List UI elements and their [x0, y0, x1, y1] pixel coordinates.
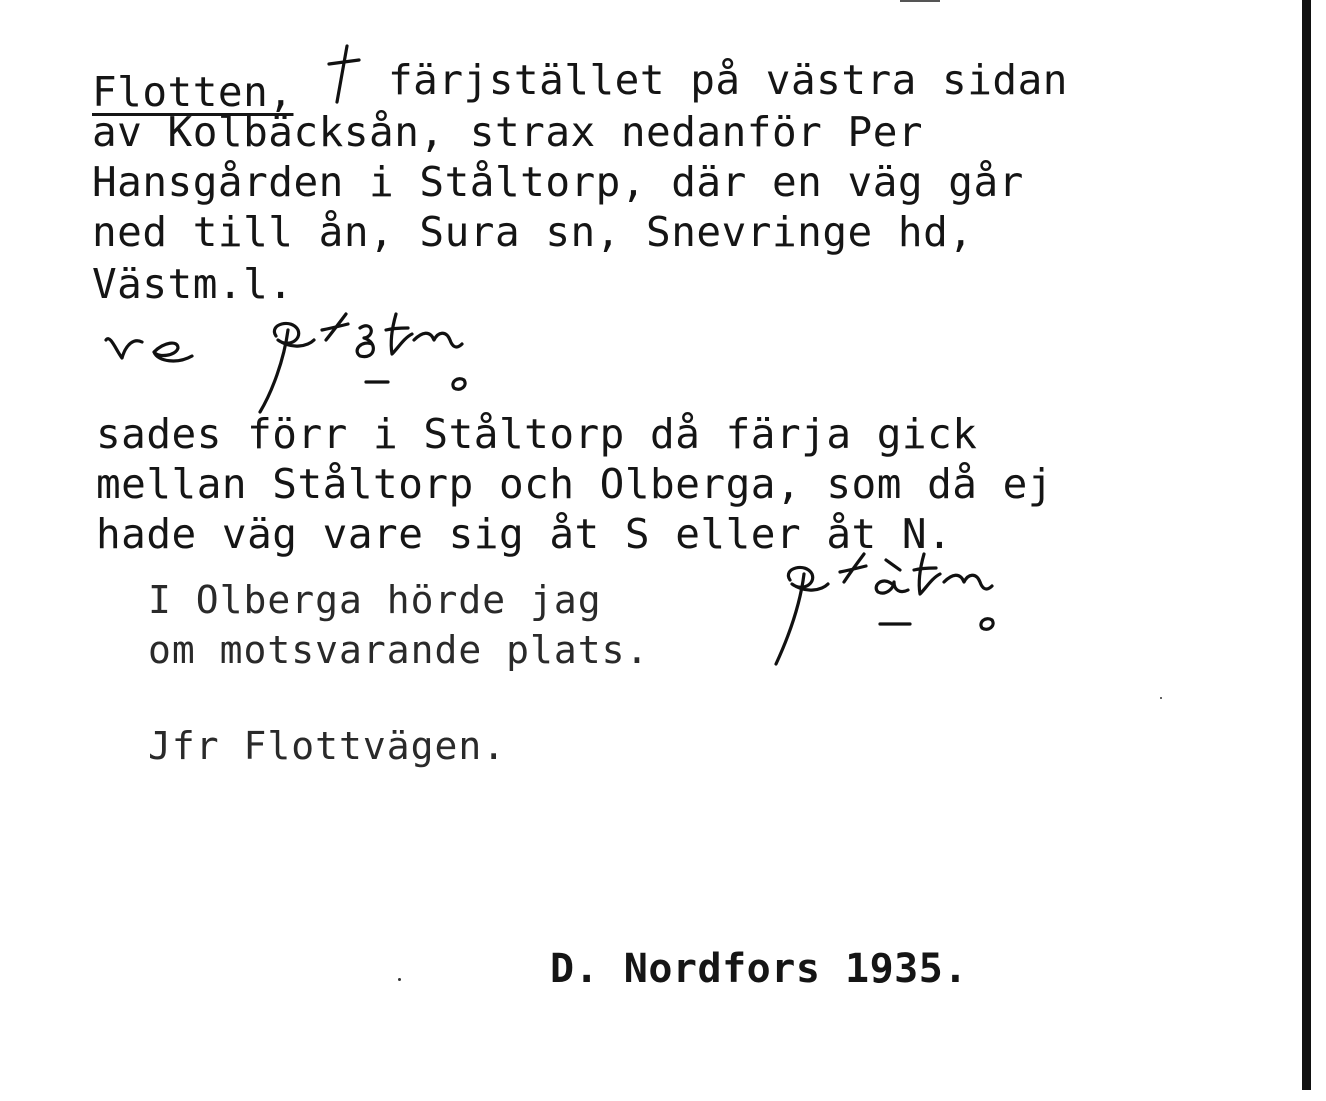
card-edge-shadow: [1302, 0, 1311, 1090]
handwritten-dagger-icon: [325, 40, 365, 110]
definition-line: färjstället på västra sidan: [388, 56, 1068, 104]
definition-line: Västm.l.: [92, 260, 294, 308]
signature: D. Nordfors 1935.: [550, 946, 968, 992]
ink-speck: [398, 978, 401, 981]
olberga-note-line: om motsvarande plats.: [148, 628, 650, 672]
definition-line: av Kolbäcksån, strax nedanför Per: [92, 108, 924, 156]
definition-line: Hansgården i Ståltorp, där en väg går: [92, 158, 1024, 206]
ink-speck: [1160, 697, 1162, 699]
card-top-edge: [900, 0, 940, 2]
definition-line: ned till ån, Sura sn, Snevringe hd,: [92, 208, 974, 256]
usage-line: mellan Ståltorp och Olberga, som då ej: [96, 460, 1053, 508]
usage-line: hade väg vare sig åt S eller åt N.: [96, 510, 953, 558]
handwritten-phonetic-icon: [760, 540, 1040, 670]
cross-reference: Jfr Flottvägen.: [148, 724, 507, 768]
usage-line: sades förr i Ståltorp då färja gick: [96, 410, 978, 458]
olberga-note-line: I Olberga hörde jag: [148, 578, 602, 622]
handwritten-phonetic-icon: [96, 300, 516, 420]
headword: Flotten,: [92, 68, 294, 116]
